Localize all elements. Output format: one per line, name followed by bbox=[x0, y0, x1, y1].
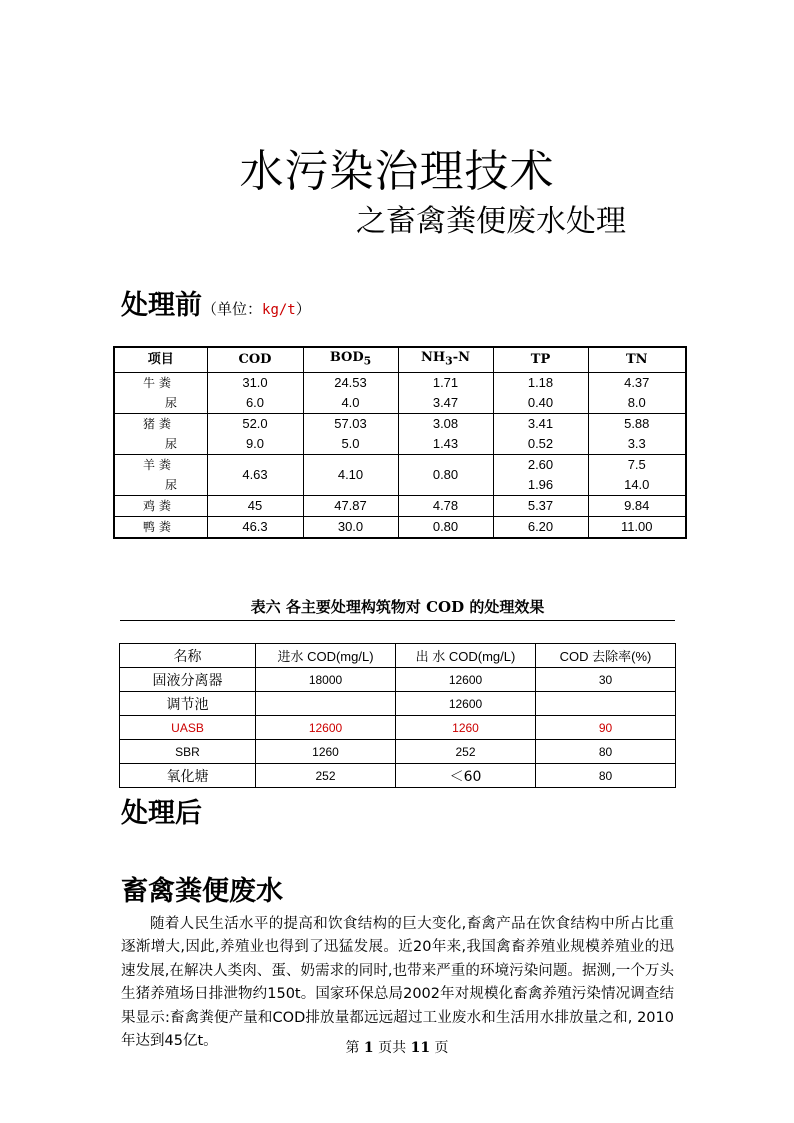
body-paragraph: 随着人民生活水平的提高和饮食结构的巨大变化,畜禽产品在饮食结构中所占比重逐渐增大,因此,养殖业也得到了迅猛发展。近20年来,我国禽畜养殖业规模养殖业的迅速发展,在解决人类肉、蛋、奶需求的同时,也带来严重的环境污染问题。据测,一个万头生猪养殖场日排泄物约150t。国家环保总局2002年对规模化畜禽养殖污染情况调查结果显示:畜禽粪便产量和COD排放量都远远超过工业废水和生活用水排放量之和, 2010年达到45亿t。 bbox=[121, 916, 674, 1050]
value: 3.41 bbox=[527, 415, 554, 431]
value: 1.43 bbox=[432, 435, 459, 451]
table-row bbox=[114, 495, 686, 516]
cell-tn bbox=[588, 454, 686, 495]
total-pages: 11 bbox=[410, 1040, 431, 1056]
table-row bbox=[120, 764, 676, 788]
nh-subscript: 3 bbox=[445, 354, 453, 368]
cell-bod bbox=[303, 413, 398, 454]
page-subtitle: 之畜禽粪便废水处理 bbox=[356, 204, 626, 239]
table-row bbox=[120, 692, 676, 716]
value: 5.88 bbox=[624, 415, 650, 431]
table-row-highlighted bbox=[120, 716, 676, 740]
label-feces: 牛 粪 bbox=[143, 375, 171, 390]
table-row bbox=[114, 454, 686, 495]
pollutant-table bbox=[113, 346, 687, 539]
value: 52.0 bbox=[242, 415, 268, 431]
section-heading-after: 处理后 bbox=[121, 798, 202, 829]
header-removal: COD 去除率(%) bbox=[536, 644, 676, 668]
cell-tp bbox=[493, 454, 588, 495]
header-in-cod: 进水 COD(mg/L) bbox=[256, 644, 396, 668]
label-urine: 尿 bbox=[165, 395, 178, 410]
cell-rate: 80 bbox=[536, 764, 676, 788]
header-tn: TN bbox=[588, 347, 686, 372]
row-label bbox=[114, 372, 207, 413]
cell-in: 1260 bbox=[256, 740, 396, 764]
table-header-row bbox=[114, 347, 686, 372]
row-label bbox=[114, 454, 207, 495]
bod-subscript: 5 bbox=[363, 354, 372, 368]
value: 7.5 bbox=[627, 456, 646, 472]
value: 2.60 bbox=[527, 456, 554, 472]
header-name: 名称 bbox=[120, 644, 256, 668]
value: 3.47 bbox=[432, 394, 459, 410]
section-heading-before bbox=[121, 286, 311, 330]
table-caption: 表六 各主要处理构筑物对 COD 的处理效果 bbox=[120, 594, 675, 621]
page-title: 水污染治理技术 bbox=[239, 146, 555, 197]
cell-tp bbox=[493, 413, 588, 454]
cell-name: 氧化塘 bbox=[120, 764, 256, 788]
row-label bbox=[114, 413, 207, 454]
value: 3.08 bbox=[432, 415, 459, 431]
label-urine: 尿 bbox=[165, 477, 178, 492]
cell-cod: 45 bbox=[207, 495, 303, 516]
cell-out: 252 bbox=[396, 740, 536, 764]
value: 0.40 bbox=[527, 394, 554, 410]
cell-name: 调节池 bbox=[120, 692, 256, 716]
value: 4.0 bbox=[341, 394, 360, 410]
cell-name: UASB bbox=[120, 716, 256, 740]
cell-nh: 0.80 bbox=[398, 516, 493, 538]
cell-bod bbox=[303, 372, 398, 413]
cell-bod: 30.0 bbox=[303, 516, 398, 538]
value: 0.52 bbox=[527, 435, 554, 451]
cell-name: 固液分离器 bbox=[120, 668, 256, 692]
cell-tn bbox=[588, 413, 686, 454]
value: 24.53 bbox=[334, 374, 367, 390]
cell-nh: 4.78 bbox=[398, 495, 493, 516]
section-heading-waste: 畜禽粪便废水 bbox=[121, 876, 283, 907]
cell-name: SBR bbox=[120, 740, 256, 764]
cell-cod bbox=[207, 413, 303, 454]
header-nh3n bbox=[398, 347, 493, 372]
label-feces: 猪 粪 bbox=[143, 416, 171, 431]
label-feces: 羊 粪 bbox=[143, 457, 171, 472]
header-cod: COD bbox=[207, 347, 303, 372]
cell-tp: 6.20 bbox=[493, 516, 588, 538]
header-bod bbox=[303, 347, 398, 372]
nh-text: NH bbox=[421, 350, 446, 365]
label-feces: 鸡 粪 bbox=[143, 498, 171, 513]
cell-rate: 80 bbox=[536, 740, 676, 764]
cell-tp: 5.37 bbox=[493, 495, 588, 516]
value: 4.37 bbox=[624, 374, 650, 390]
cell-tn: 9.84 bbox=[588, 495, 686, 516]
cell-cod: 4.63 bbox=[207, 454, 303, 495]
footer-text-3: 页 bbox=[430, 1040, 449, 1056]
cell-in: 12600 bbox=[256, 716, 396, 740]
cell-in: 18000 bbox=[256, 668, 396, 692]
cell-rate: 30 bbox=[536, 668, 676, 692]
current-page: 1 bbox=[363, 1040, 374, 1056]
cell-rate bbox=[536, 692, 676, 716]
section-before-title: 处理前 bbox=[121, 290, 202, 321]
cell-out: ＜60 bbox=[396, 764, 536, 788]
value: 1.18 bbox=[527, 374, 554, 390]
table-row bbox=[114, 413, 686, 454]
cell-in: 252 bbox=[256, 764, 396, 788]
cell-nh bbox=[398, 372, 493, 413]
footer-text-1: 第 bbox=[345, 1040, 364, 1056]
bod-text: BOD bbox=[329, 350, 364, 365]
table-row bbox=[120, 668, 676, 692]
cell-tn: 11.00 bbox=[588, 516, 686, 538]
value: 1.96 bbox=[527, 476, 554, 492]
unit-suffix: ） bbox=[295, 300, 311, 318]
n-text: -N bbox=[452, 350, 470, 365]
value: 6.0 bbox=[245, 394, 265, 410]
cell-rate: 90 bbox=[536, 716, 676, 740]
cell-tp bbox=[493, 372, 588, 413]
cell-in bbox=[256, 692, 396, 716]
label-urine: 尿 bbox=[165, 436, 178, 451]
value: 9.0 bbox=[245, 435, 265, 451]
cell-tn bbox=[588, 372, 686, 413]
cell-out: 12600 bbox=[396, 692, 536, 716]
cell-nh bbox=[398, 413, 493, 454]
value: 14.0 bbox=[624, 476, 650, 492]
cell-cod bbox=[207, 372, 303, 413]
cell-nh: 0.80 bbox=[398, 454, 493, 495]
value: 57.03 bbox=[334, 415, 367, 431]
unit-prefix: （单位： bbox=[202, 300, 263, 318]
value: 1.71 bbox=[432, 374, 459, 390]
table-row bbox=[114, 516, 686, 538]
table-row bbox=[114, 372, 686, 413]
cell-bod: 47.87 bbox=[303, 495, 398, 516]
header-item: 项目 bbox=[114, 347, 207, 372]
label-feces: 鸭 粪 bbox=[143, 519, 171, 534]
table-row bbox=[120, 740, 676, 764]
unit-value: kg/t bbox=[262, 302, 296, 318]
cell-bod: 4.10 bbox=[303, 454, 398, 495]
cell-out: 12600 bbox=[396, 668, 536, 692]
cell-out: 1260 bbox=[396, 716, 536, 740]
header-out-cod: 出 水 COD(mg/L) bbox=[396, 644, 536, 668]
header-tp: TP bbox=[493, 347, 588, 372]
row-label bbox=[114, 495, 207, 516]
value: 3.3 bbox=[627, 435, 646, 451]
value: 8.0 bbox=[627, 394, 646, 410]
footer-text-2: 页共 bbox=[373, 1040, 411, 1056]
cell-cod: 46.3 bbox=[207, 516, 303, 538]
page-footer bbox=[0, 1037, 794, 1059]
value: 5.0 bbox=[341, 435, 360, 451]
table-header-row bbox=[120, 644, 676, 668]
value: 31.0 bbox=[242, 374, 268, 390]
cod-table bbox=[119, 643, 676, 788]
row-label bbox=[114, 516, 207, 538]
